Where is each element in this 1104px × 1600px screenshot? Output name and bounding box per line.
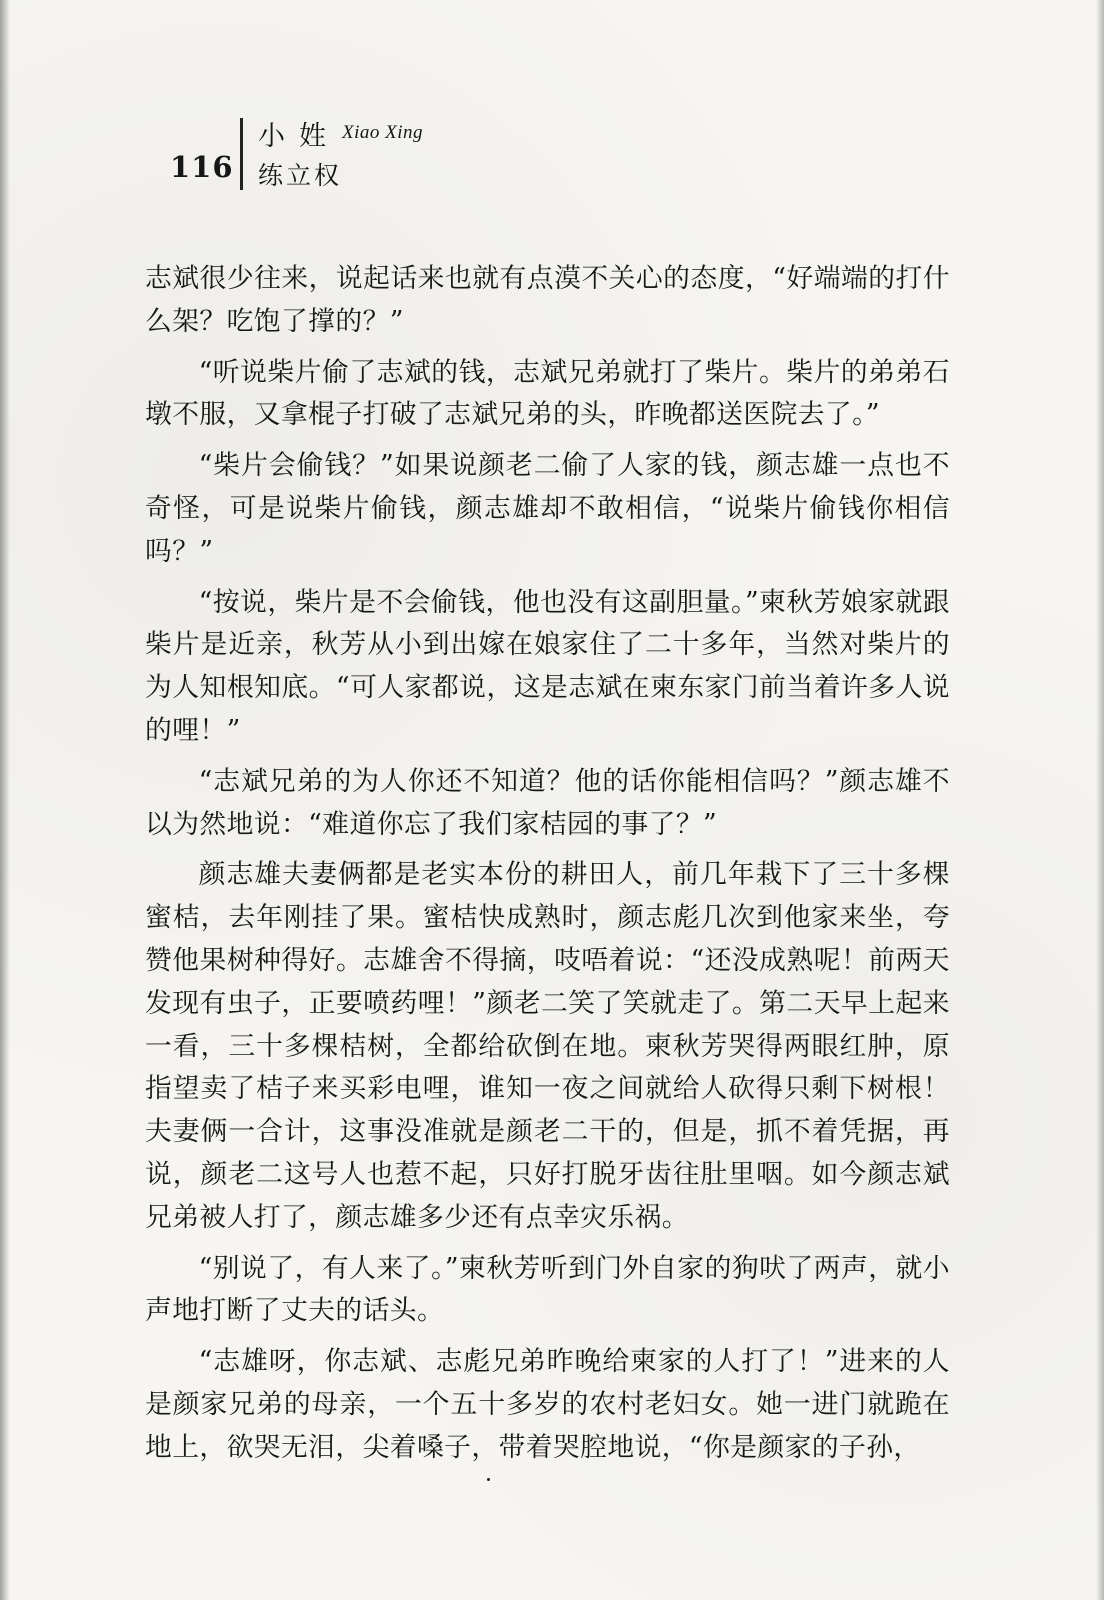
paragraph: 志斌很少往来，说起话来也就有点漠不关心的态度，“好端端的打什么架？吃饱了撑的？”	[145, 263, 950, 337]
paragraph: “志雄呀，你志斌、志彪兄弟昨晚给柬家的人打了！”进来的人是颜家兄弟的母亲，一个五十多岁的农村老妇女。她一进门就跪在地上，欲哭无泪，尖着嗓子，带着哭腔地说，“你是颜家的子孙，	[145, 1346, 950, 1463]
story-title: 小姓	[258, 121, 340, 152]
running-header	[160, 110, 580, 190]
paragraph: “按说，柴片是不会偷钱，他也没有这副胆量。”柬秋芳娘家就跟柴片是近亲，秋芳从小到出嫁在娘家住了二十多年，当然对柴片的为人知根知底。“可人家都说，这是志斌在柬东家门前当着许多人说的哩！”	[145, 586, 950, 746]
scan-speck	[487, 1478, 490, 1481]
page-left-shadow	[0, 0, 10, 1600]
author-name: 练立权	[258, 161, 343, 190]
paragraph: “听说柴片偷了志斌的钱，志斌兄弟就打了柴片。柴片的弟弟石墩不服，又拿棍子打破了志斌兄弟的头，昨晚都送医院去了。”	[145, 356, 950, 431]
paragraph: “柴片会偷钱？”如果说颜老二偷了人家的钱，颜志雄一点也不奇怪，可是说柴片偷钱，颜志雄却不敢相信，“说柴片偷钱你相信吗？”	[145, 450, 950, 567]
body-text	[145, 258, 950, 1478]
page-number: 116	[170, 150, 234, 184]
paragraph: “志斌兄弟的为人你还不知道？他的话你能相信吗？”颜志雄不以为然地说：“难道你忘了我们家桔园的事了？”	[145, 765, 950, 840]
paragraph: “别说了，有人来了。”柬秋芳听到门外自家的狗吠了两声，就小声地打断了丈夫的话头。	[145, 1252, 950, 1327]
paragraph: 颜志雄夫妻俩都是老实本份的耕田人，前几年栽下了三十多棵蜜桔，去年刚挂了果。蜜桔快成熟时，颜志彪几次到他家来坐，夸赞他果树种得好。志雄舍不得摘，吱唔着说：“还没成熟呢！前两天发现有虫子，正要喷药哩！”颜老二笑了笑就走了。第二天早上起来一看，三十多棵桔树，全都给砍倒在地。柬秋芳哭得两眼红肿，原指望卖了桔子来买彩电哩，谁知一夜之间就给人砍得只剩下树根！夫妻俩一合计，这事没准就是颜老二干的，但是，抓不着凭据，再说，颜老二这号人也惹不起，只好打脱牙齿往肚里咽。如今颜志斌兄弟被人打了，颜志雄多少还有点幸灾乐祸。	[145, 859, 950, 1233]
header-divider	[240, 118, 243, 190]
page-right-shadow	[1096, 0, 1104, 1600]
story-title-pinyin: Xiao Xing	[342, 122, 424, 143]
